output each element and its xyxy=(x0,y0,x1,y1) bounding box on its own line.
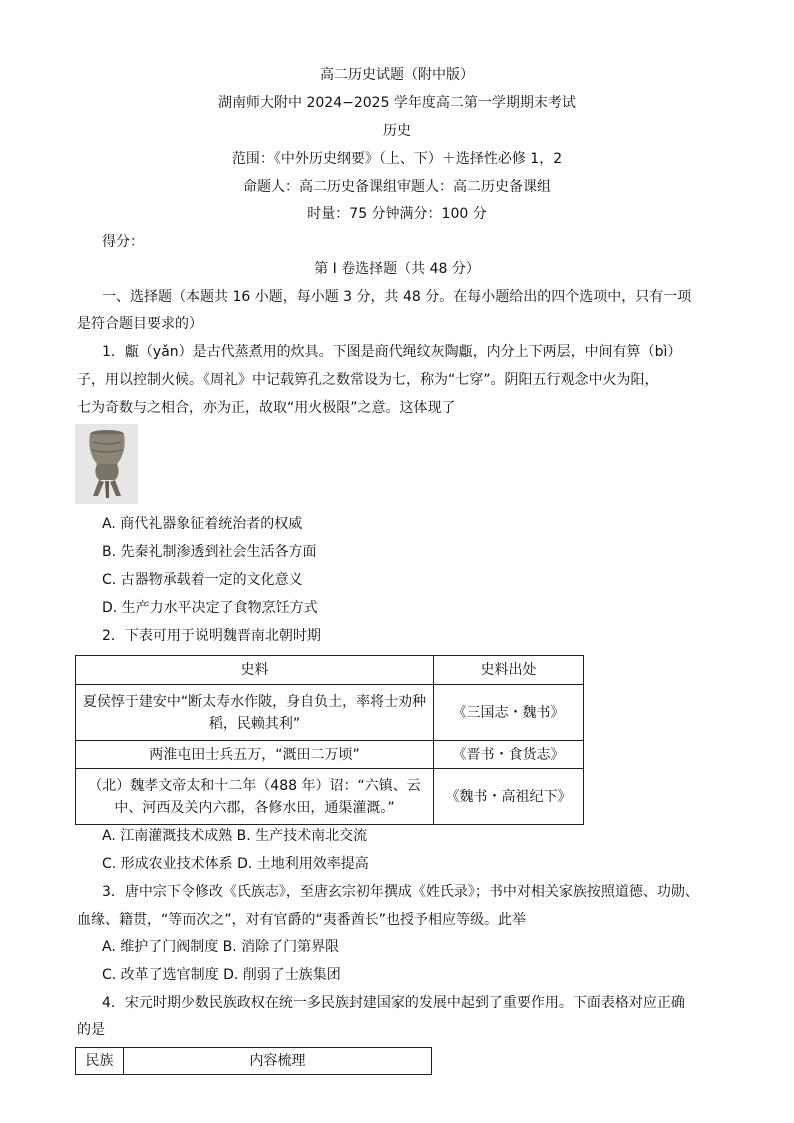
exam-authors: 命题人：高二历史备课组审题人：高二历史备课组 xyxy=(243,179,551,195)
table-header-ethnic-group: 民族 xyxy=(76,1048,124,1075)
q1-option-a: A. 商代礼器象征着统治者的权威 xyxy=(102,516,303,532)
q2-stem: 2．下表可用于说明魏晋南北朝时期 xyxy=(102,628,321,644)
exam-name: 湖南师大附中 2024−2025 学年度高二第一学期期末考试 xyxy=(218,95,576,111)
q2-source-table xyxy=(75,655,584,825)
q1-stem-line-3: 七为奇数与之相合，亦为正，故取“用火极限”之意。这体现了 xyxy=(77,400,456,416)
paper-title: 高二历史试题（附中版） xyxy=(320,67,474,83)
q1-stem-line-1: 1．甗（yǎn）是古代蒸煮用的炊具。下图是商代绳纹灰陶甗，内分上下两层，中间有箅（bì） xyxy=(102,344,682,360)
q3-options-line-2: C. 改革了选官制度 D. 削弱了士族集团 xyxy=(102,967,341,983)
table-cell-text: 两淮屯田士兵五万，“溉田二万顷” xyxy=(76,741,434,769)
q4-stem-line-1: 4．宋元时期少数民族政权在统一多民族封建国家的发展中起到了重要作用。下面表格对应正确 xyxy=(102,995,685,1011)
table-row xyxy=(76,741,584,769)
q4-stem-line-2: 的是 xyxy=(77,1022,105,1038)
table-cell-source: 《三国志・魏书》 xyxy=(434,685,584,741)
q2-options-line-1: A. 江南灌溉技术成熟 B. 生产技术南北交流 xyxy=(102,828,368,844)
section-title: 第 I 卷选择题（共 48 分） xyxy=(314,261,480,277)
table-cell-source: 《晋书・食货志》 xyxy=(434,741,584,769)
table-header-source-text: 史料 xyxy=(76,656,434,685)
q3-stem-line-2: 血缘、籍贯，“等而次之”，对有官爵的“夷番酋长”也授予相应等级。此举 xyxy=(77,912,527,928)
table-cell-text: （北）魏孝文帝太和十二年（488 年）诏：“六镇、云 中、河西及关内六郡，各修水田，通渠灌溉。” xyxy=(76,769,434,825)
instructions-line-1: 一、选择题（本题共 16 小题，每小题 3 分，共 48 分。在每小题给出的四个选项中，只有一项 xyxy=(102,289,692,305)
pottery-yan-photo xyxy=(75,424,138,504)
q3-stem-line-1: 3．唐中宗下令修改《氏族志》，至唐玄宗初年撰成《姓氏录》；书中对相关家族按照道德、功勋、 xyxy=(102,884,699,900)
q1-option-b: B. 先秦礼制渗透到社会生活各方面 xyxy=(102,544,317,560)
score-label: 得分： xyxy=(102,234,144,250)
table-row xyxy=(76,769,584,825)
table-header-content-summary: 内容梳理 xyxy=(124,1048,432,1075)
q1-option-c: C. 古器物承载着一定的文化意义 xyxy=(102,572,303,588)
table-cell-text: 夏侯惇于建安中“断太寿水作陂，身自负土，率将士劝种 稻，民赖其利” xyxy=(76,685,434,741)
subject-name: 历史 xyxy=(383,123,411,139)
q2-options-line-2: C. 形成农业技术体系 D. 土地利用效率提高 xyxy=(102,856,369,872)
pottery-vessel-icon xyxy=(75,424,138,504)
table-cell-source: 《魏书・高祖纪下》 xyxy=(434,769,584,825)
q4-content-table xyxy=(75,1047,432,1075)
table-row xyxy=(76,685,584,741)
q3-options-line-1: A. 维护了门阀制度 B. 消除了门第界限 xyxy=(102,939,340,955)
q1-stem-line-2: 子，用以控制火候。《周礼》中记载箅孔之数常设为七，称为“七穿”。阴阳五行观念中火为阳， xyxy=(77,372,659,388)
instructions-line-2: 是符合题目要求的） xyxy=(77,316,203,332)
exam-time: 时量：75 分钟满分：100 分 xyxy=(307,206,487,222)
table-header-source-origin: 史料出处 xyxy=(434,656,584,685)
q1-option-d: D. 生产力水平决定了食物烹饪方式 xyxy=(102,600,318,616)
exam-scope: 范围：《中外历史纲要》（上、下）＋选择性必修 1，2 xyxy=(231,151,563,167)
